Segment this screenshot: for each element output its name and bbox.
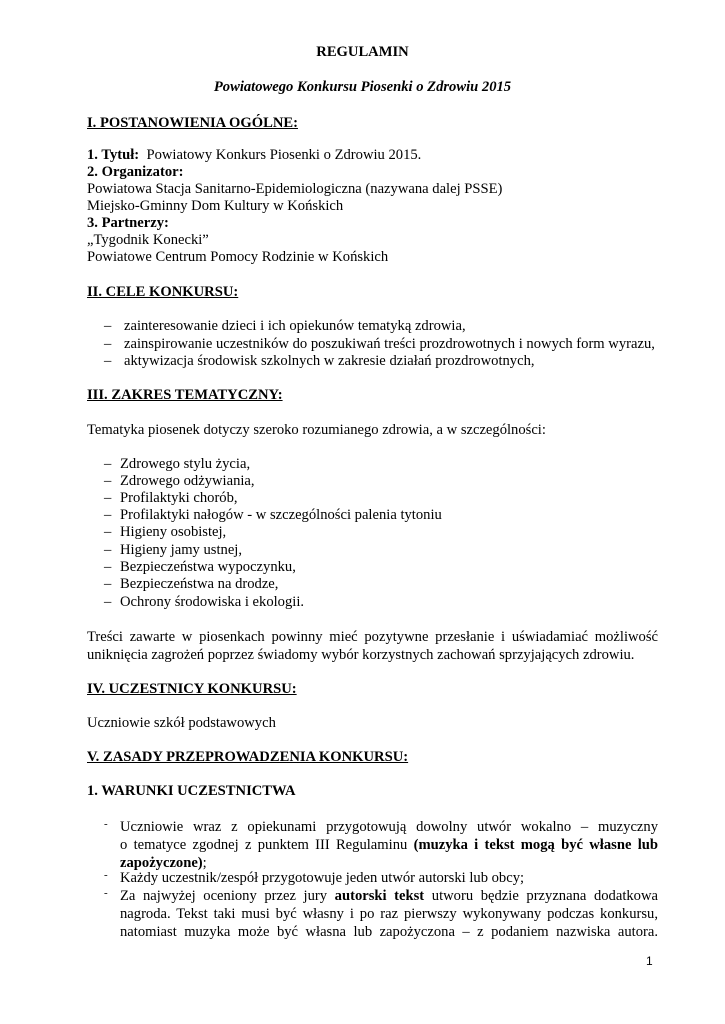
section-4-text: Uczniowie szkół podstawowych (87, 715, 276, 731)
topic-list-item (104, 542, 243, 560)
goal-list-item (104, 318, 466, 336)
topic-text: Bezpieczeństwa wypoczynku, (120, 559, 296, 575)
organizer-line: Powiatowa Stacja Sanitarno-Epidemiologiczna (nazywana dalej PSSE) (87, 181, 503, 197)
topic-text: Higieny osobistej, (120, 524, 227, 540)
rule-line: Uczniowie wraz z opiekunami przygotowują dowolny utwór wokalno – muzyczny (120, 819, 658, 835)
partner-line: „Tygodnik Konecki” (87, 232, 209, 248)
topic-list-item (104, 524, 227, 542)
rule-text: utworu będzie przyznana dodatkowa (424, 888, 658, 904)
dash-bullet: – (104, 576, 112, 592)
rule-text: ; (202, 854, 207, 871)
topic-text: Zdrowego odżywiania, (120, 473, 255, 489)
rule-list-item (120, 870, 658, 888)
goal-list-item (104, 336, 655, 354)
dash-bullet: – (104, 594, 112, 610)
section-1-item-title (87, 147, 421, 165)
section-1-organizer-label: 2. Organizator: (87, 164, 184, 180)
rule-line: nagroda. Tekst taki musi być własny i po raz pierwszy wykonywany podczas konkursu, (120, 905, 658, 922)
page-number: 1 (646, 954, 653, 968)
section-1-heading: I. POSTANOWIENIA OGÓLNE: (87, 115, 298, 131)
item-title-text: Powiatowy Konkurs Piosenki o Zdrowiu 2015. (146, 147, 422, 163)
topic-list-item (104, 594, 305, 612)
section-1-partners-label: 3. Partnerzy: (87, 215, 169, 231)
topic-list-item (104, 456, 251, 474)
rule-text: Za najwyżej oceniony przez jury (120, 888, 335, 904)
section-2-heading: II. CELE KONKURSU: (87, 284, 239, 300)
organizer-line: Miejsko-Gminny Dom Kultury w Końskich (87, 198, 344, 214)
dash-bullet: – (104, 507, 112, 523)
topic-list-item (104, 490, 238, 508)
goal-list-item (104, 353, 535, 371)
dash-bullet: – (104, 336, 112, 352)
topic-text: Profilaktyki chorób, (120, 490, 238, 506)
dash-bullet: – (104, 318, 112, 334)
goal-text: zainteresowanie dzieci i ich opiekunów tematyką zdrowia, (124, 318, 466, 334)
rule-list-item (120, 819, 658, 872)
section-3-intro: Tematyka piosenek dotyczy szeroko rozumianego zdrowia, a w szczególności: (87, 422, 546, 438)
topic-text: Ochrony środowiska i ekologii. (120, 594, 305, 610)
topic-list-item (104, 507, 442, 525)
topic-text: Zdrowego stylu życia, (120, 456, 251, 472)
document-subtitle: Powiatowego Konkursu Piosenki o Zdrowiu 2015 (213, 79, 512, 95)
dash-bullet: – (104, 456, 112, 472)
topic-text: Profilaktyki nałogów - w szczególności palenia tytoniu (120, 507, 442, 523)
rule-line: natomiast muzyka może być własna lub zapożyczona – z podaniem nazwiska autora. (120, 923, 658, 940)
note-line: uniknięcia zagrożeń poprzez świadomy wybór korzystnych zachowań sprzyjających zdrowiu. (87, 646, 635, 663)
rule-emphasis: zapożyczone) (120, 854, 203, 871)
goal-text: aktywizacja środowisk szkolnych w zakresie działań prozdrowotnych, (124, 353, 535, 369)
section-3-heading: III. ZAKRES TEMATYCZNY: (87, 387, 283, 403)
topic-text: Bezpieczeństwa na drodze, (120, 576, 279, 592)
dash-bullet: – (104, 353, 112, 369)
dash-bullet: – (104, 524, 112, 540)
rule-emphasis: autorski tekst (334, 888, 425, 904)
tick-bullet: - (104, 818, 108, 830)
section-4-heading: IV. UCZESTNICY KONKURSU: (87, 681, 297, 697)
item-title-label: 1. Tytuł: (87, 147, 140, 163)
section-3-note (87, 629, 658, 665)
topic-list-item (104, 473, 255, 491)
goal-text: zainspirowanie uczestników do poszukiwań treści prozdrowotnych i nowych form wyrazu, (124, 336, 655, 352)
rule-line: Każdy uczestnik/zespół przygotowuje jeden utwór autorski lub obcy; (120, 870, 525, 886)
tick-bullet: - (104, 869, 108, 881)
tick-bullet: - (104, 887, 108, 899)
partner-line: Powiatowe Centrum Pomocy Rodzinie w Końskich (87, 249, 389, 265)
document-title: REGULAMIN (316, 44, 409, 60)
section-5-heading: V. ZASADY PRZEPROWADZENIA KONKURSU: (87, 749, 409, 765)
topic-text: Higieny jamy ustnej, (120, 542, 243, 558)
dash-bullet: – (104, 490, 112, 506)
dash-bullet: – (104, 542, 112, 558)
rule-line (120, 837, 658, 855)
dash-bullet: – (104, 559, 112, 575)
rule-list-item (120, 888, 658, 941)
topic-list-item (104, 576, 279, 594)
dash-bullet: – (104, 473, 112, 489)
section-5-subheading: 1. WARUNKI UCZESTNICTWA (87, 783, 296, 799)
topic-list-item (104, 559, 296, 577)
rule-text: o tematyce zgodnej z punktem III Regulaminu (120, 836, 414, 853)
rule-emphasis: (muzyka i tekst mogą być własne lub (413, 836, 658, 853)
rule-line (120, 888, 658, 906)
note-line: Treści zawarte w piosenkach powinny mieć pozytywne przesłanie i uświadamiać możliwość (87, 629, 658, 645)
